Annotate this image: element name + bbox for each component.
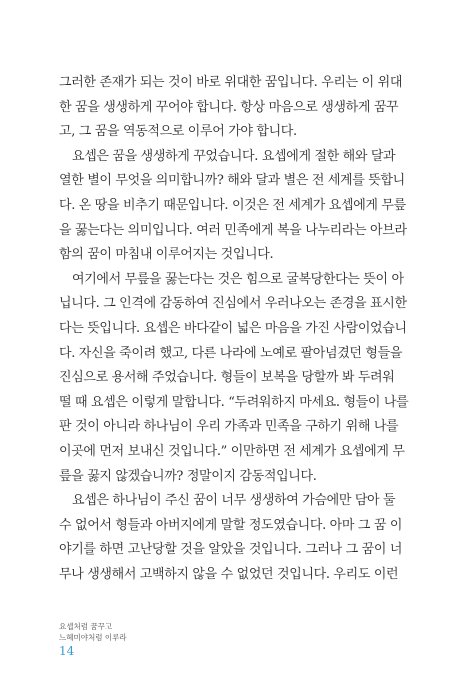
text-line: 릎을 꿇지 않겠습니까? 정말이지 감동적입니다.: [59, 468, 317, 484]
text-line: 요셉은 하나님이 주신 꿈이 너무 생생하여 가슴에만 담아 둘: [72, 493, 396, 509]
text-line: 열한 별이 무엇을 의미합니까? 해와 달과 별은 전 세계를 뜻합니: [59, 173, 405, 189]
text-line: 야기를 하면 고난당할 것을 알았을 것입니다. 그러나 그 꿈이 너: [59, 542, 403, 558]
text-line: 요셉은 꿈을 생생하게 꾸었습니다. 요셉에게 절한 해와 달과: [72, 148, 396, 164]
text-line: 여기에서 무릎을 꿇는다는 것은 힘으로 굴복당한다는 뜻이 아: [72, 271, 404, 287]
text-line: 닙니다. 그 인격에 감동하여 진심에서 우러나오는 존경을 표시한: [59, 296, 407, 312]
text-line: 다. 자신을 죽이려 했고, 다른 나라에 노예로 팔아넘겼던 형들을: [59, 345, 403, 361]
page-number: 14: [59, 644, 75, 658]
text-line: 고, 그 꿈을 역동적으로 이루어 가야 합니다.: [59, 124, 297, 140]
text-line: 판 것이 아니라 하나님이 우리 가족과 민족을 구하기 위해 나를: [59, 419, 399, 435]
text-line: 무나 생생해서 고백하지 않을 수 없었던 것입니다. 우리도 이런: [59, 566, 399, 582]
text-line: 함의 꿈이 마침내 이루어지는 것입니다.: [59, 247, 274, 263]
book-title-line-2: 느헤미야처럼 이루라: [59, 633, 127, 642]
text-line: 을 꿇는다는 의미입니다. 여러 민족에게 복을 나누리라는 아브라: [59, 222, 407, 238]
text-line: 진심으로 용서해 주었습니다. 형들이 보복을 당할까 봐 두려워: [59, 370, 395, 386]
page-footer: [59, 621, 127, 659]
text-line: 수 없어서 형들과 아버지에게 말할 정도였습니다. 아마 그 꿈 이: [59, 517, 403, 533]
text-line: 이곳에 먼저 보내신 것입니다.” 이만하면 전 세계가 요셉에게 무: [59, 443, 405, 459]
text-line: 떨 때 요셉은 이렇게 말합니다. “두려워하지 마세요. 형들이 나를: [59, 394, 409, 410]
text-line: 다는 뜻입니다. 요셉은 바다같이 넓은 마음을 가진 사람이었습니: [59, 320, 407, 336]
book-title-line-1: 요셉처럼 꿈꾸고: [59, 622, 113, 631]
text-line: 다. 온 땅을 비추기 때문입니다. 이것은 전 세계가 요셉에게 무릎: [59, 197, 406, 213]
text-line: 한 꿈을 생생하게 꾸어야 합니다. 항상 마음으로 생생하게 꿈꾸: [59, 99, 399, 115]
body-text: [59, 71, 409, 587]
text-line: 그러한 존재가 되는 것이 바로 위대한 꿈입니다. 우리는 이 위대: [59, 75, 403, 90]
